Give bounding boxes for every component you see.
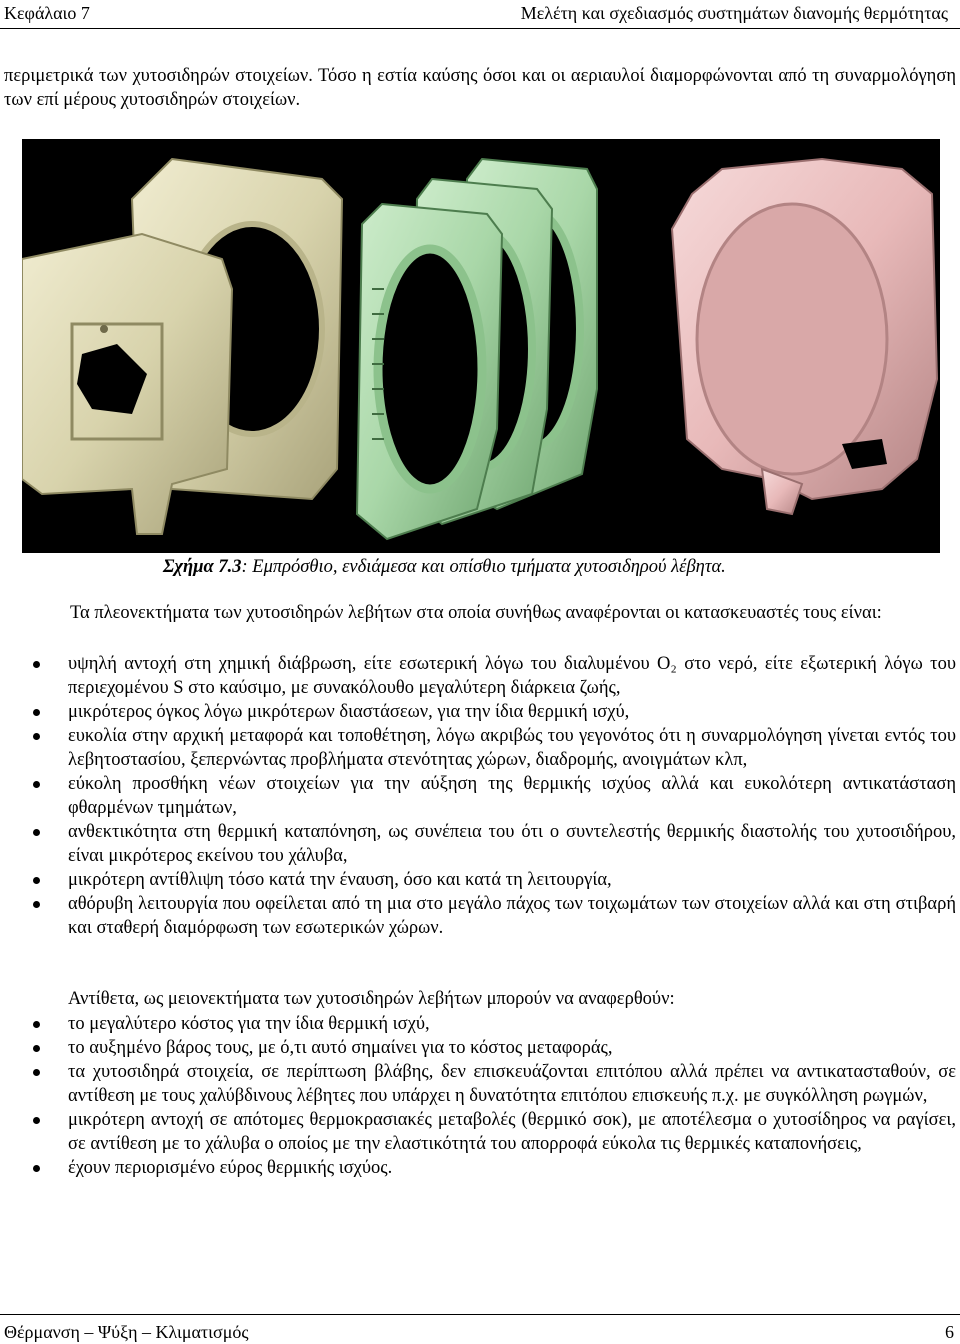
list-item: το μεγαλύτερο κόστος για την ίδια θερμική ισχύ, [0, 1012, 960, 1036]
list-item: αθόρυβη λειτουργία που οφείλεται από τη μια στο μεγάλο πάχος των τοιχωμάτων των στοιχείων αλλά και στη στιβαρή και σταθερή διαμόρφωση των εσωτερικών χώρων. [0, 892, 960, 940]
bullet-icon [33, 1069, 40, 1076]
footer-title: Θέρμανση – Ψύξη – Κλιματισμός [4, 1322, 249, 1342]
advantages-list [0, 652, 960, 940]
middle-section-1 [357, 204, 502, 539]
bullet-icon [33, 1117, 40, 1124]
list-item: υψηλή αντοχή στη χημική διάβρωση, είτε εσωτερική λόγω του διαλυμένου O₂ στο νερό, είτε εξωτερική λόγω του περιεχομένου S στο καύσιμο, με συνακόλουθο μεγαλύτερη διάρκεια ζωής, [0, 652, 960, 700]
list-item: τα χυτοσιδηρά στοιχεία, σε περίπτωση βλάβης, δεν επισκευάζονται επιτόπου αλλά πρέπει να αντικατασταθούν, σε αντίθεση με τους χαλύβδινους λέβητες που υπάρχει η δυνατότητα επιτόπου επισκευής π.χ. με συγκόλληση ρωγμών, [0, 1060, 960, 1108]
page-number: 6 [945, 1322, 954, 1342]
bullet-icon [33, 1045, 40, 1052]
bullet-icon [33, 1165, 40, 1172]
bullet-icon [33, 733, 40, 740]
list-item: ευκολία στην αρχική μεταφορά και τοποθέτηση, λόγω ακριβώς του γεγονότος ότι η συναρμολόγηση γίνεται εντός του λεβητοστασίου, ξεπερνώντας προβλήματα στενότητας χώρων, διαδρομής, ανοιγμάτων κλπ, [0, 724, 960, 772]
advantages-lead: Τα πλεονεκτήματα των χυτοσιδηρών λεβήτων στα οποία συνήθως αναφέρονται οι κατασκευαστές τους είναι: [70, 603, 882, 623]
list-item: μικρότερος όγκος λόγω μικρότερων διαστάσεων, για την ίδια θερμική ισχύ, [0, 700, 960, 724]
figure-caption [163, 555, 726, 579]
disadvantages-list [0, 1012, 960, 1180]
list-item: έχουν περιορισμένο εύρος θερμικής ισχύος. [0, 1156, 960, 1180]
list-item: το αυξημένο βάρος τους, με ό,τι αυτό σημαίνει για το κόστος μεταφοράς, [0, 1036, 960, 1060]
page-header [0, 0, 960, 29]
chapter-label: Κεφάλαιο 7 [4, 3, 90, 23]
disadvantages-lead: Αντίθετα, ως μειονεκτήματα των χυτοσιδηρών λεβήτων μπορούν να αναφερθούν: [68, 989, 675, 1009]
intro-paragraph: περιμετρικά των χυτοσιδηρών στοιχείων. Τόσο η εστία καύσης όσοι και οι αεριαυλοί διαμορφώνονται από τη συναρμολόγηση των επί μέρους χυτοσιδηρών στοιχείων. [4, 66, 956, 110]
rear-section [672, 159, 937, 514]
list-item: μικρότερη αντοχή σε απότομες θερμοκρασιακές μεταβολές (θερμικό σοκ), με αποτέλεσμα ο χυτοσίδηρος να ραγίσει, σε αντίθεση με το χάλυβα ο οποίος με την ελαστικότητά του απορροφά εύκολα τις θερμικές καταπονήσεις, [0, 1108, 960, 1156]
list-item: μικρότερη αντίθλιψη τόσο κατά την έναυση, όσο και κατά τη λειτουργία, [0, 868, 960, 892]
bullet-icon [33, 1021, 40, 1028]
list-item: ανθεκτικότητα στη θερμική καταπόνηση, ως συνέπεια του ότι ο συντελεστής θερμικής διαστολής του χυτοσιδήρου, είναι μικρότερος εκείνου του χάλυβα, [0, 820, 960, 868]
bullet-icon [33, 829, 40, 836]
bullet-icon [33, 661, 40, 668]
bullet-icon [33, 877, 40, 884]
page-footer [0, 1314, 960, 1344]
bullet-icon [33, 709, 40, 716]
figure-caption-text: : Εμπρόσθιο, ενδιάμεσα και οπίσθιο τμήματα χυτοσιδηρού λέβητα. [241, 557, 726, 577]
bullet-icon [33, 781, 40, 788]
boiler-sections-figure [22, 139, 940, 553]
bullet-icon [33, 901, 40, 908]
figure-caption-label: Σχήμα 7.3 [163, 557, 242, 577]
boiler-sections-illustration [22, 139, 940, 553]
list-item: εύκολη προσθήκη νέων στοιχείων για την αύξηση της θερμικής ισχύος αλλά και ευκολότερη αντικατάσταση φθαρμένων τμημάτων, [0, 772, 960, 820]
running-title: Μελέτη και σχεδιασμός συστημάτων διανομής θερμότητας [520, 3, 948, 23]
